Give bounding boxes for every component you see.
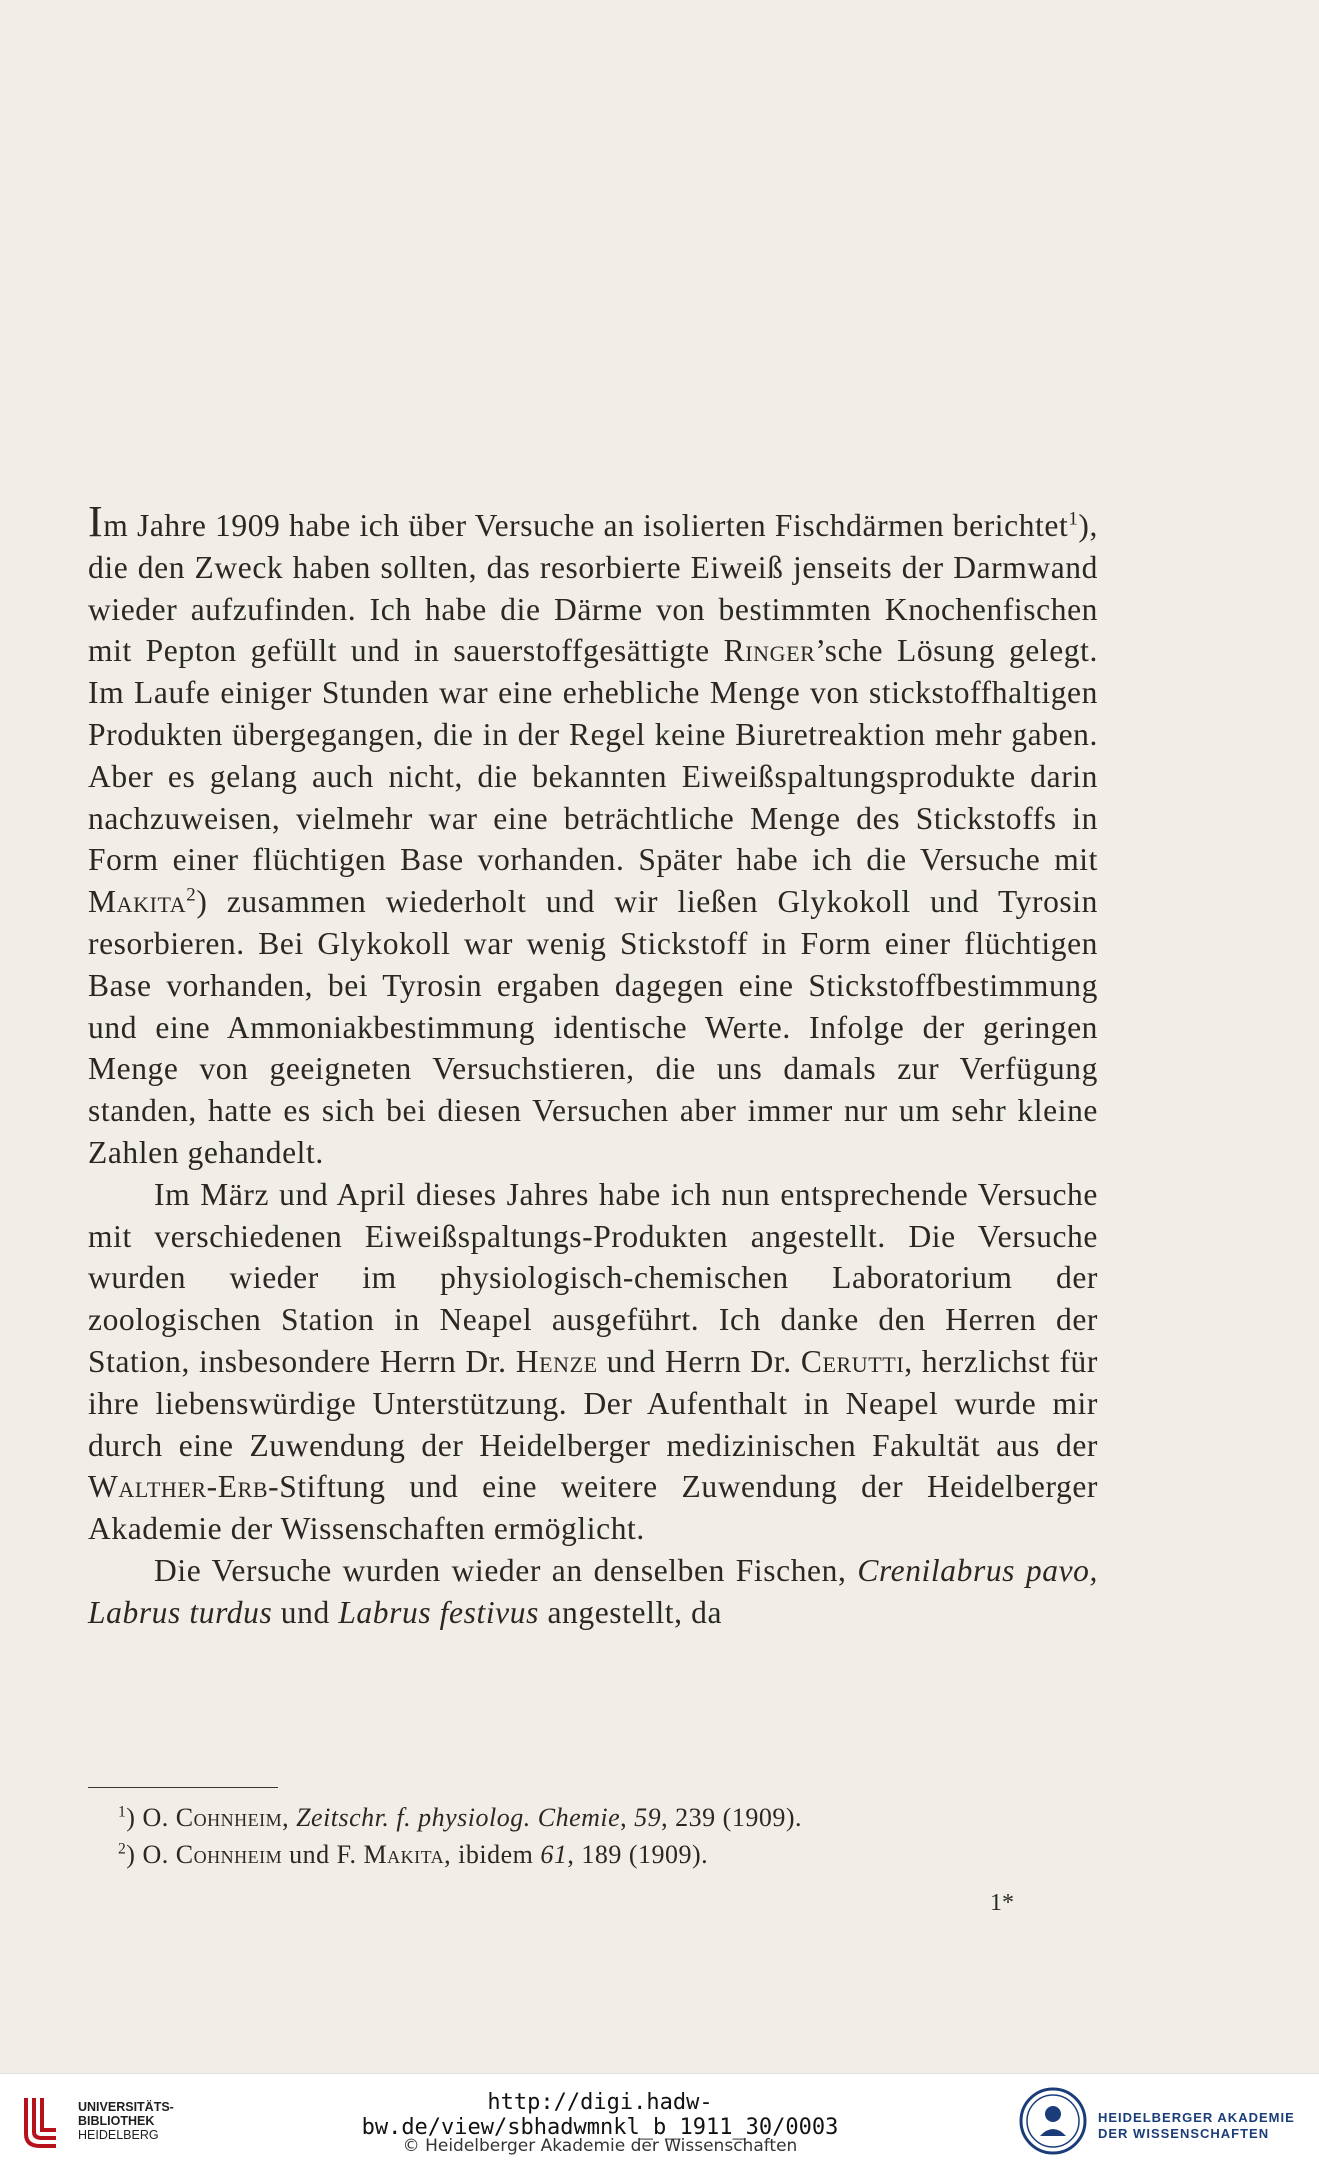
signature-mark: 1* xyxy=(990,1890,1014,1916)
copyright-notice: © Heidelberger Akademie der Wissenschaften xyxy=(402,2136,798,2156)
paragraph-1: Im Jahre 1909 habe ich über Versuche an isolierten Fischdärmen berichtet$^1$), die den Zweck haben sollten, das resorbierte Eiweiß jenseits der Darmwand wieder aufzufinden. Ich habe die Därme von bestimmten Knochenfischen mit Pepton gefüllt und in sauerstoffgesättigte Ringer’sche Lösung gelegt. Im Laufe einiger Stunden war eine erhebliche Menge von stickstoffhaltigen Produkten übergegangen, die in der Regel keine Biuretreaktion mehr gaben. Aber es gelang auch nicht, die bekannten Eiweißspaltungsprodukte darin nachzuweisen, vielmehr war eine beträchtliche Menge des Stickstoffs in Form einer flüchtigen Base vorhanden. Später habe ich die Versuche mit Makita$^2$) zusammen wiederholt und wir ließen Glykokoll und Tyrosin resorbieren. Bei Glykokoll war wenig Stickstoff in Form einer flüchtigen Base vorhanden, bei Tyrosin ergaben dagegen eine Stickstoffbestimmung und eine Ammoniakbestimmung identische Werte. Infolge der geringen Menge von geeigneten Versuchstieren, die uns damals zur Verfügung standen, hatte es sich bei diesen Versuchen aber immer nur um sehr kleine Zahlen gehandelt. xyxy=(88,497,1098,1170)
name-makita: Makita xyxy=(88,884,187,920)
body-text xyxy=(88,497,1098,1634)
footer-bar xyxy=(0,2073,1319,2174)
paragraph-3: Die Versuche wurden wieder an denselben Fischen, Crenilabrus pavo, Labrus turdus und Labrus festivus angestellt, da xyxy=(88,1552,1098,1630)
footnote-ref-2: 2 xyxy=(186,884,197,906)
species-name: Labrus festivus xyxy=(338,1594,539,1630)
name-cerutti: Cerutti xyxy=(800,1343,905,1379)
footnotes xyxy=(118,1799,1018,1873)
species-names: Crenilabrus pavo, Labrus turdus xyxy=(88,1552,1098,1630)
page-url-link[interactable]: http://digi.hadw-bw.de/view/sbhadwmnkl_b_1911_30/0003 xyxy=(361,2090,839,2140)
university-library-logo-icon[interactable] xyxy=(16,2094,70,2160)
name-walther-erb: Walther-Erb xyxy=(88,1469,269,1505)
footnote-ref-1: 1 xyxy=(1068,508,1079,530)
footnote-rule xyxy=(88,1787,278,1788)
university-library-name: UNIVERSITÄTS- BIBLIOTHEK HEIDELBERG xyxy=(78,2100,174,2142)
name-ringer: Ringer xyxy=(723,633,816,669)
name-henze: Henze xyxy=(515,1343,598,1379)
footnote-2: $^2$) O. Cohnheim und F. Makita, ibidem 61, 189 (1909). xyxy=(118,1840,709,1869)
footnote-1: $^1$) O. Cohnheim, Zeitschr. f. physiolog. Chemie, 59, 239 (1909). xyxy=(118,1803,802,1832)
paragraph-2: Im März und April dieses Jahres habe ich nun entsprechende Versuche mit verschiedenen Eiweißspaltungs-Produkten angestellt. Die Versuche wurden wieder im physiologisch-chemischen Laboratorium der zoologischen Station in Neapel ausgeführt. Ich danke den Herren der Station, insbesondere Herrn Dr. Henze und Herrn Dr. Cerutti, herzlichst für ihre liebenswürdige Unterstützung. Der Aufenthalt in Neapel wurde mir durch eine Zuwendung der Heidelberger medizinischen Fakultät aus der Walther-Erb-Stiftung und eine weitere Zuwendung der Heidelberger Akademie der Wissenschaften ermöglicht. xyxy=(88,1176,1098,1547)
drop-cap: I xyxy=(88,497,104,546)
academy-seal-icon[interactable] xyxy=(1018,2086,1088,2160)
academy-name: HEIDELBERGER AKADEMIE DER WISSENSCHAFTEN xyxy=(1098,2110,1295,2141)
